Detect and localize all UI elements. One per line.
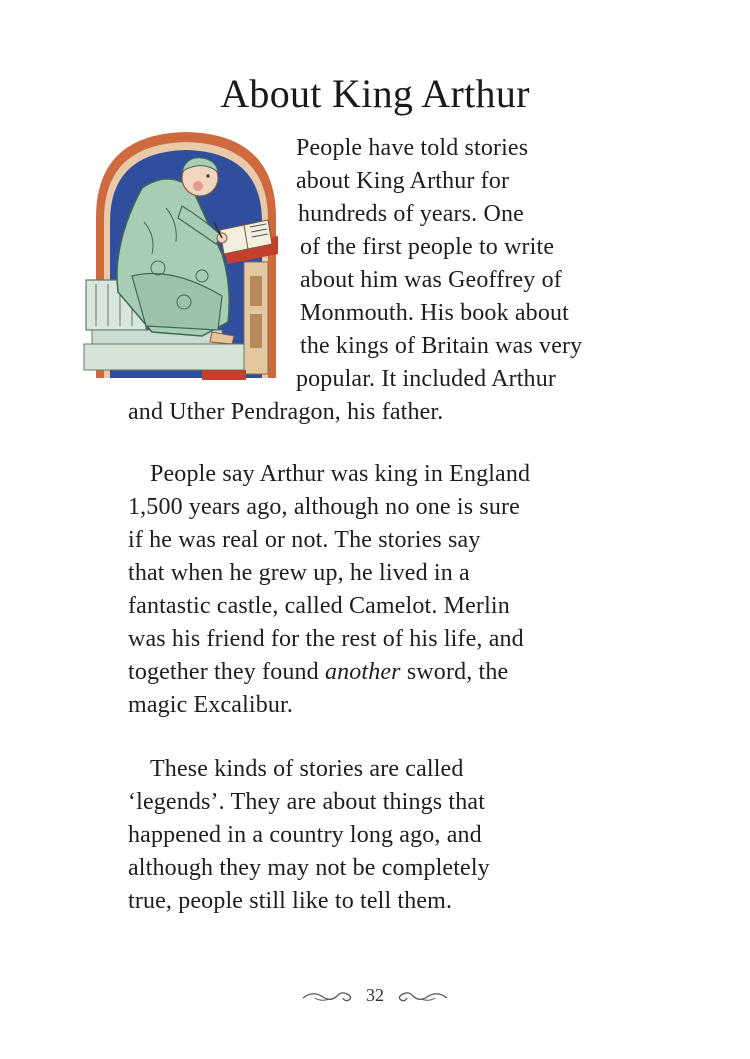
- text-line: 1,500 years ago, although no one is sure: [128, 494, 520, 520]
- text-line: of the first people to write: [300, 234, 555, 260]
- page-number: 32: [366, 985, 384, 1005]
- right-flourish-icon: [393, 986, 449, 1004]
- text-line: if he was real or not. The stories say: [128, 527, 481, 553]
- text-line: People have told stories: [296, 135, 529, 161]
- text-line: about King Arthur for: [296, 168, 510, 194]
- text-line: These kinds of stories are called: [150, 756, 464, 782]
- text-line: fantastic castle, called Camelot. Merlin: [128, 593, 510, 619]
- text-line: ‘legends’. They are about things that: [128, 789, 486, 815]
- page-title: About King Arthur: [220, 71, 530, 116]
- scribe-illustration: [82, 126, 290, 384]
- emphasized-word: another: [324, 659, 401, 685]
- text-line: that when he grew up, he lived in a: [128, 560, 470, 586]
- text-line: and Uther Pendragon, his father.: [128, 399, 444, 425]
- left-flourish-icon: [301, 986, 357, 1004]
- text-line: about him was Geoffrey of: [300, 267, 562, 293]
- text-line: popular. It included Arthur: [296, 366, 556, 392]
- text-line: true, people still like to tell them.: [128, 888, 453, 914]
- text-span: together they found: [128, 659, 325, 685]
- text-line: happened in a country long ago, and: [128, 822, 482, 848]
- text-line: magic Excalibur.: [128, 692, 294, 718]
- text-line: Monmouth. His book about: [300, 300, 569, 326]
- page-footer: [0, 978, 750, 1012]
- text-line: although they may not be completely: [128, 855, 490, 881]
- text-line: hundreds of years. One: [298, 201, 524, 227]
- text-span: sword, the: [400, 659, 509, 685]
- text-line: the kings of Britain was very: [300, 333, 583, 359]
- text-line: was his friend for the rest of his life, and: [128, 626, 524, 652]
- text-line: [128, 656, 508, 689]
- text-line: People say Arthur was king in England: [150, 461, 531, 487]
